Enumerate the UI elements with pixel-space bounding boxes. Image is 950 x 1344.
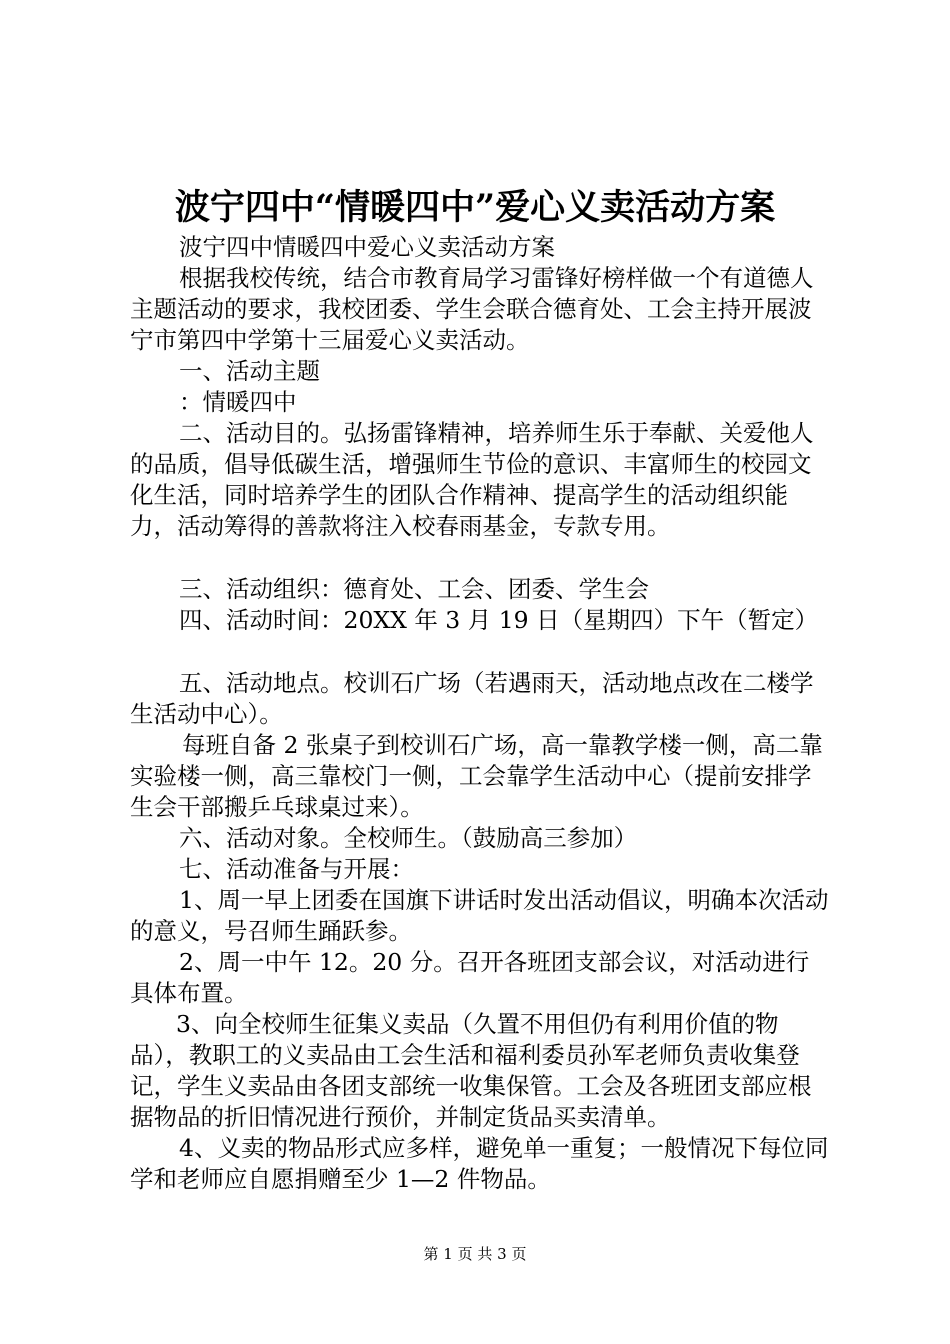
paragraph-activity-organization: 三、活动组织：德育处、工会、团委、学生会 <box>179 575 649 603</box>
paragraph-activity-location: 五、活动地点。校训石广场（若遇雨天，活动地点改在二楼学生活动中心）。 <box>130 669 814 728</box>
paragraph-theme-value: ：情暖四中 <box>179 388 297 416</box>
paragraph-table-arrangement: 每班自备 2 张桌子到校训石广场，高一靠教学楼一侧，高二靠实验楼一侧，高三靠校门一侧，工会靠学生活动中心（提前安排学生会干部搬乒乓球桌过来）。 <box>130 731 823 821</box>
paragraph-step-1: 1、周一早上团委在国旗下讲话时发出活动倡议，明确本次活动的意义，号召师生踊跃参。 <box>130 886 829 945</box>
document-title: 波宁四中“情暖四中”爱心义卖活动方案 <box>174 187 776 228</box>
heading-preparation: 七、活动准备与开展： <box>179 855 414 883</box>
paragraph-step-4: 4、义卖的物品形式应多样，避免单一重复；一般情况下每位同学和老师应自愿捐赠至少 1—2 件物品。 <box>130 1134 829 1193</box>
paragraph-activity-target: 六、活动对象。全校师生。（鼓励高三参加） <box>179 824 638 852</box>
paragraph-subtitle: 波宁四中情暖四中爱心义卖活动方案 <box>179 233 555 261</box>
page-number-footer: 第 1 页 共 3 页 <box>423 1245 527 1263</box>
document-body <box>130 232 830 1195</box>
paragraph-intro: 根据我校传统，结合市教育局学习雷锋好榜样做一个有道德人主题活动的要求，我校团委、学生会联合德育处、工会主持开展波宁市第四中学第十三届爱心义卖活动。 <box>130 264 814 354</box>
paragraph-activity-time: 四、活动时间：20XX 年 3 月 19 日（星期四）下午（暂定） <box>179 606 819 634</box>
heading-activity-theme: 一、活动主题 <box>179 357 320 385</box>
paragraph-activity-purpose: 二、活动目的。弘扬雷锋精神，培养师生乐于奉献、关爱他人的品质，倡导低碳生活，增强师生节俭的意识、丰富师生的校园文化生活，同时培养学生的团队合作精神、提高学生的活动组织能力，活动筹得的善款将注入校春雨基金，专款专用。 <box>130 419 814 540</box>
paragraph-step-2: 2、周一中午 12。20 分。召开各班团支部会议，对活动进行具体布置。 <box>130 948 810 1007</box>
paragraph-step-3: 3、向全校师生征集义卖品（久置不用但仍有利用价值的物品），教职工的义卖品由工会生活和福利委员孙军老师负责收集登记，学生义卖品由各团支部统一收集保管。工会及各班团支部应根据物品的折旧情况进行预价，并制定货品买卖清单。 <box>130 1010 812 1131</box>
